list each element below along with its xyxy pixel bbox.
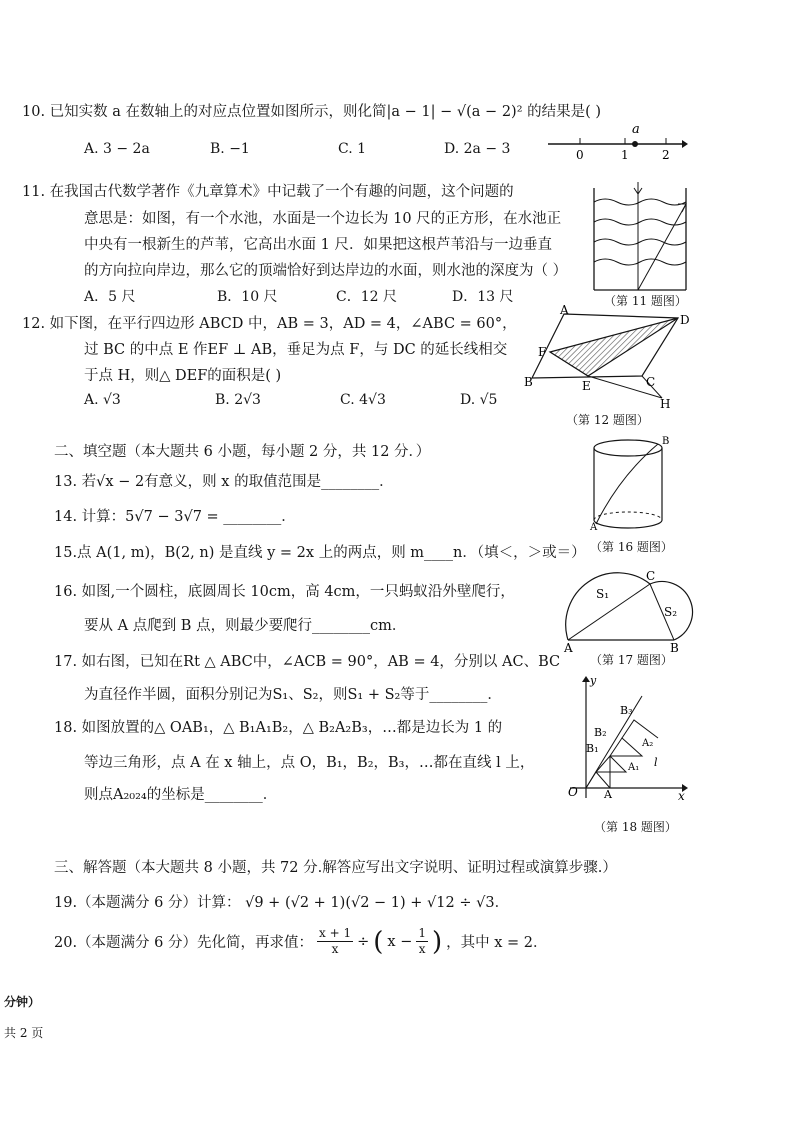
q10-option-c: C. 1 [338,141,367,157]
q18-label-a: A [604,788,612,801]
q12-label-f: F [538,345,547,359]
section-3-title: 三、解答题（本大题共 8 小题，共 72 分.解答应写出文字说明、证明过程或演算步骤.） [54,860,617,876]
q12-option-c: C. 4√3 [340,392,386,408]
q17-caption: （第 17 题图） [590,653,673,667]
q16-label-b: B [662,436,670,447]
q20-inner-x: x − [387,933,413,950]
numberline-tick-2: 2 [662,148,670,162]
footer-pages: 共 2 页 [4,1026,44,1040]
q12-label-e: E [582,379,591,393]
q11-caption: （第 11 题图） [604,294,687,308]
q10-option-b: B. −1 [210,141,250,157]
q18-line-1: 18. 如图放置的△ OAB₁，△ B₁A₁B₂，△ B₂A₂B₃，…都是边长为 1 的 [54,720,503,736]
q12-option-a: A. √3 [84,392,121,408]
q20-fraction [317,926,353,957]
q20-suffix: ，其中 x = 2． [446,935,548,951]
q18-label-b3: B₃ [620,704,633,717]
numberline-tick-0: 0 [576,148,584,162]
q11-pool-figure [590,180,690,290]
q12-line-1: 12. 如下图，在平行四边形 ABCD 中，AB = 3，AD = 4，∠ABC = 60°， [22,316,517,332]
q16-line-2: 要从 A 点爬到 B 点，则最少要爬行________cm． [84,618,407,634]
q20-div: ÷ [357,933,370,950]
q19: 19.（本题满分 6 分）计算： √9 + (√2 + 1)(√2 − 1) + √12 ÷ √3． [54,895,510,911]
q20-inner-fraction [416,926,428,957]
q16-line-1: 16. 如图,一个圆柱，底圆周长 10cm，高 4cm，一只蚂蚁沿外壁爬行， [54,584,515,600]
q14: 14. 计算：5√7 − 3√7 = ________． [54,509,296,525]
q12-caption: （第 12 题图） [566,413,649,427]
q12-line-3: 于点 H，则△ DEF的面积是( ) [84,368,282,384]
q11-line-4: 的方向拉向岸边，那么它的顶端恰好到达岸边的水面，则水池的深度为（ ） [84,263,568,279]
q10-option-a: A. 3 − 2a [84,141,150,157]
q16-cylinder-figure [590,436,670,531]
q17-label-b: B [670,641,679,655]
q12-label-d: D [680,313,690,327]
q17-line-1: 17. 如右图，已知在Rt △ ABC中，∠ACB = 90°，AB = 4，分别以 AC、BC [54,654,561,670]
q20-frac-numerator: x + 1 [319,926,352,940]
q12-label-a: A [560,303,569,317]
q18-label-b1: B₁ [586,742,599,755]
q11-option-d: D．13 尺 [452,289,514,305]
q17-label-a: A [564,641,573,655]
q11-line-3: 中央有一根新生的芦苇，它高出水面 1 尺．如果把这根芦苇沿与一边垂直 [84,237,552,253]
q17-line-2: 为直径作半圆，面积分别记为S₁、S₂，则S₁ + S₂等于________． [84,687,502,703]
q18-label-x: x [678,789,685,803]
q11-option-a: A．5 尺 [84,289,136,305]
q10-option-d: D. 2a − 3 [444,141,511,157]
numberline-tick-1: 1 [621,148,629,162]
q18-label-b2: B₂ [594,726,607,739]
q20: 20.（本题满分 6 分）先化简，再求值： $\frac{x + 1}{x}$ ÷ ( x − $\frac{1}{x}$ ) ，其中 x = 2． [54,926,548,957]
q12-label-h: H [660,397,671,411]
q18-line-2: 等边三角形，点 A 在 x 轴上，点 O，B₁，B₂，B₃，…都在直线 l 上， [84,755,535,771]
q18-caption: （第 18 题图） [594,820,677,834]
section-2-title: 二、填空题（本大题共 6 小题，每小题 2 分，共 12 分．） [54,444,431,460]
q17-label-s2: S₂ [664,605,678,619]
q11-option-c: C．12 尺 [336,289,397,305]
q12-option-b: B. 2√3 [215,392,261,408]
q10-number-line [548,122,688,162]
q18-label-o: O [568,785,578,799]
q18-label-a2: A₂ [642,738,654,749]
q20-frac-denominator: x [331,942,339,956]
footer-fragment: 分钟） [4,995,41,1009]
q12-parallelogram-figure [524,303,694,411]
q12-label-b: B [524,375,533,389]
q11-option-b: B．10 尺 [217,289,278,305]
q18-label-a1: A₁ [628,762,640,773]
q18-label-l: l [654,756,658,769]
q16-label-a: A [590,522,598,533]
q16-caption: （第 16 题图） [590,540,673,554]
q12-option-d: D. √5 [460,392,498,408]
q12-label-c: C [646,375,656,389]
q20-inner-numerator: 1 [418,926,426,940]
q18-label-y: y [590,674,597,687]
q17-label-c: C [646,569,656,583]
q18-triangles-figure [560,674,690,802]
numberline-point-label: a [632,122,640,137]
q20-inner-denominator: x [418,942,426,956]
q11-line-2: 意思是：如图，有一个水池，水面是一个边长为 10 尺的正方形，在水池正 [84,211,562,227]
q11-line-1: 11. 在我国古代数学著作《九章算术》中记载了一个有趣的问题，这个问题的 [22,184,514,200]
q10-stem: 10. 已知实数 a 在数轴上的对应点位置如图所示，则化简|a − 1| − √(a − 2)² 的结果是( ) [22,104,602,120]
q15: 15.点 A(1, m)，B(2, n) 是直线 y = 2x 上的两点，则 m____n．（填＜，＞或＝） [54,545,586,561]
q17-semicircle-figure [558,566,688,654]
q12-line-2: 过 BC 的中点 E 作EF ⊥ AB，垂足为点 F，与 DC 的延长线相交 [84,342,508,358]
q18-line-3: 则点A₂₀₂₄的坐标是________． [84,787,278,803]
q17-label-s1: S₁ [596,587,610,601]
q13: 13. 若√x − 2有意义，则 x 的取值范围是________． [54,474,394,490]
q20-prefix: 20.（本题满分 6 分）先化简，再求值： [54,935,314,951]
